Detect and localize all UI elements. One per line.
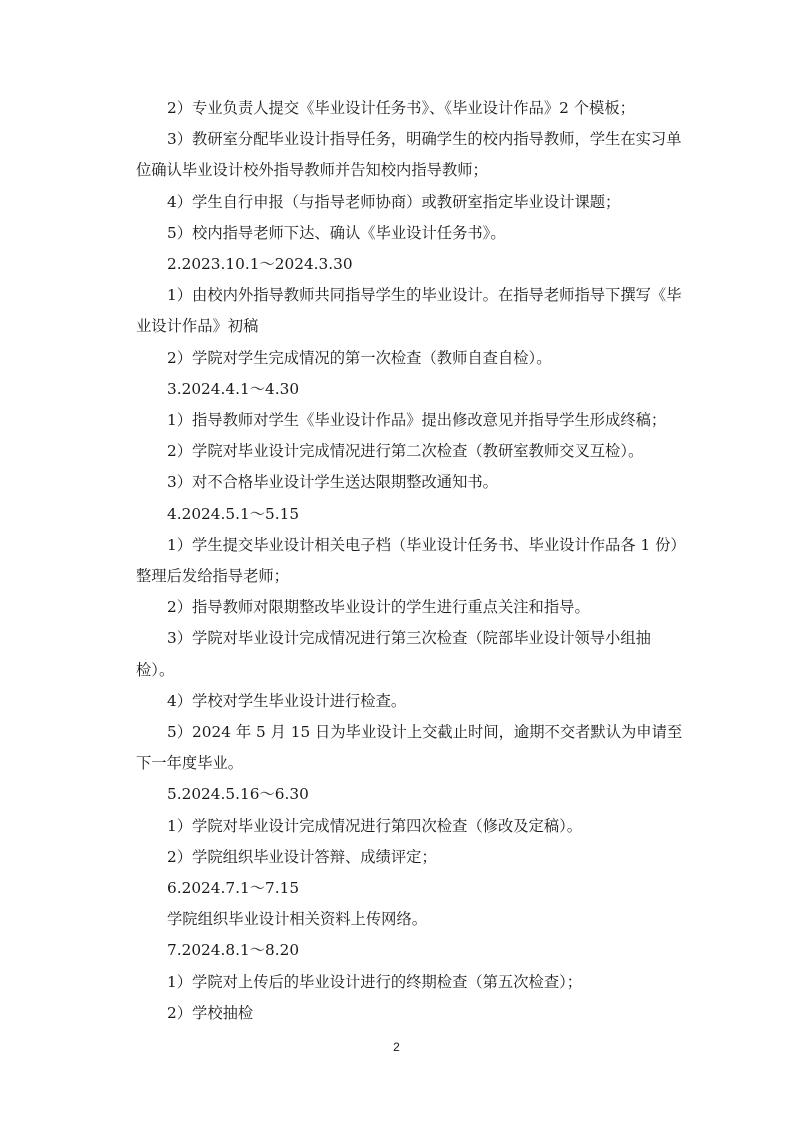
paragraph: 4）学生自行申报（与指导老师协商）或教研室指定毕业设计课题；	[167, 192, 621, 211]
paragraph: 1）指导教师对学生《毕业设计作品》提出修改意见并指导学生形成终稿；	[167, 411, 667, 430]
paragraph: 2）专业负责人提交《毕业设计任务书》、《毕业设计作品》2 个模板；	[167, 99, 635, 117]
paragraph: 3）学院对毕业设计完成情况进行第三次检查（院部毕业设计领导小组抽检）。	[136, 629, 651, 679]
paragraph: 2）指导教师对限期整改毕业设计的学生进行重点关注和指导。	[167, 598, 590, 617]
page-number: 2	[393, 1040, 400, 1054]
paragraph: 学院组织毕业设计相关资料上传网络。	[167, 910, 428, 929]
paragraph: 2）学院对毕业设计完成情况进行第二次检查（教研室教师交叉互检）。	[167, 442, 644, 461]
paragraph: 5）校内指导老师下达、确认《毕业设计任务书》。	[167, 223, 506, 242]
section-heading: 3.2024.4.1～4.30	[167, 379, 300, 398]
paragraph: 1）学生提交毕业设计相关电子档（毕业设计任务书、毕业设计作品各 1 份）整理后发给指导老师；	[136, 535, 686, 586]
paragraph: 3）对不合格毕业设计学生送达限期整改通知书。	[167, 473, 498, 492]
paragraph: 2）学校抽检	[167, 1003, 254, 1022]
document-body	[136, 93, 686, 1029]
paragraph: 3）教研室分配毕业设计指导任务，明确学生的校内指导教师，学生在实习单位确认毕业设计校外指导教师并告知校内指导教师；	[136, 130, 682, 180]
paragraph: 2）学院对学生完成情况的第一次检查（教师自查自检）。	[167, 348, 552, 367]
paragraph: 1）由校内外指导教师共同指导学生的毕业设计。在指导老师指导下撰写《毕业设计作品》初稿	[136, 286, 682, 336]
section-heading: 7.2024.8.1～8.20	[167, 941, 300, 960]
paragraph: 4）学校对学生毕业设计进行检查。	[167, 691, 407, 710]
paragraph: 1）学院对毕业设计完成情况进行第四次检查（修改及定稿）。	[167, 816, 583, 835]
section-heading: 2.2023.10.1～2024.3.30	[167, 255, 353, 274]
paragraph: 1）学院对上传后的毕业设计进行的终期检查（第五次检查）；	[167, 972, 583, 991]
section-heading: 6.2024.7.1～7.15	[167, 879, 300, 898]
paragraph: 2）学院组织毕业设计答辩、成绩评定；	[167, 847, 437, 866]
paragraph: 5）2024 年 5 月 15 日为毕业设计上交截止时间，逾期不交者默认为申请至下一年度毕业。	[136, 723, 683, 773]
section-heading: 5.2024.5.16～6.30	[167, 785, 309, 804]
section-heading: 4.2024.5.1～5.15	[167, 504, 300, 523]
